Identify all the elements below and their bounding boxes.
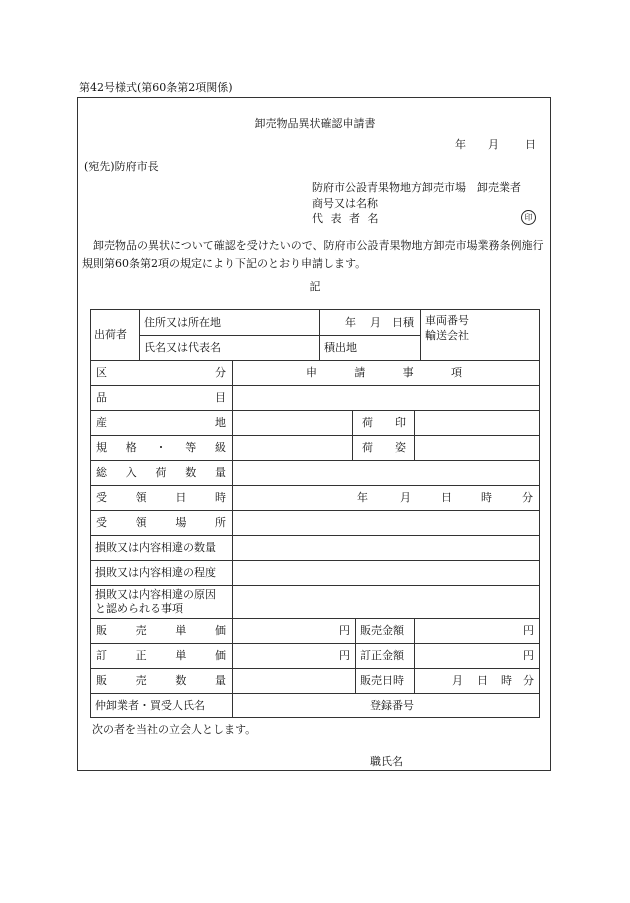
corr-unit-price-yen: 円 [339, 649, 350, 662]
witness-text: 次の者を当社の立会人とします。 [92, 723, 257, 736]
origin-label: 産地 [96, 416, 226, 429]
broker-label: 仲卸業者・買受人氏名 [95, 699, 205, 712]
item-label: 品目 [96, 391, 226, 404]
sale-qty-label: 販売数量 [96, 674, 226, 687]
applicant-rep-label: 代 表 者 名 [312, 212, 381, 225]
applicant-market: 防府市公設青果物地方卸売市場 卸売業者 [312, 181, 521, 194]
sale-unit-price-label: 販売単価 [96, 624, 226, 637]
recv-dt-minute: 分 [522, 491, 533, 504]
damage-cause-label-2: と認められる事項 [95, 602, 183, 615]
sale-amount-yen: 円 [523, 624, 534, 637]
recv-dt-hour: 時 [481, 491, 492, 504]
recv-datetime-label: 受領日時 [96, 491, 226, 504]
sale-dt-minute: 分 [523, 674, 534, 687]
recv-dt-month: 月 [400, 491, 411, 504]
name-label: 氏名又は代表名 [144, 341, 221, 354]
damage-qty-label: 損敗又は内容相違の数量 [95, 541, 216, 554]
load-date-year: 年 [345, 316, 356, 329]
corr-unit-price-label: 訂正単価 [96, 649, 226, 662]
damage-cause-label-1: 損敗又は内容相違の原因 [95, 588, 216, 601]
date-year: 年 [455, 138, 466, 151]
kubun-label: 区分 [96, 366, 226, 379]
load-date-day: 日積 [392, 316, 414, 329]
shipper-label: 出荷者 [94, 328, 127, 341]
transport-co-label: 輸送会社 [425, 329, 469, 342]
corr-amount-yen: 円 [523, 649, 534, 662]
reg-no-label: 登録番号 [370, 699, 414, 712]
addressee: (宛先)防府市長 [84, 160, 159, 173]
seal-icon: 印 [521, 210, 536, 225]
damage-degree-label: 損敗又は内容相違の程度 [95, 566, 216, 579]
address-label: 住所又は所在地 [144, 316, 221, 329]
date-day: 日 [525, 138, 536, 151]
recv-dt-year: 年 [357, 491, 368, 504]
packing-label: 荷姿 [362, 441, 406, 454]
sale-dt-hour: 時 [501, 674, 512, 687]
form-number: 第42号様式(第60条第2項関係) [79, 81, 233, 94]
mark-label: 荷印 [362, 416, 406, 429]
form-title: 卸売物品異状確認申請書 [254, 117, 376, 130]
application-text [82, 237, 548, 273]
recv-dt-day: 日 [441, 491, 452, 504]
recv-place-label: 受領場所 [96, 516, 226, 529]
sale-datetime-label: 販売日時 [360, 674, 404, 687]
sale-dt-day: 日 [477, 674, 488, 687]
loading-place-label: 積出地 [324, 341, 357, 354]
application-text-content: 卸売物品の異状について確認を受けたいので、防府市公設青果物地方卸売市場業務条例施行規則第60条第2項の規定により下記のとおり申請します。 [82, 239, 544, 270]
vehicle-no-label: 車両番号 [425, 314, 469, 327]
date-month: 月 [488, 138, 499, 151]
load-date-month: 月 [370, 316, 381, 329]
witness-title: 職氏名 [370, 755, 403, 768]
grade-label: 規格・等級 [96, 441, 226, 454]
shinsei-jiko-header: 申請事項 [306, 366, 462, 379]
sale-dt-month: 月 [452, 674, 463, 687]
corr-amount-label: 訂正金額 [360, 649, 404, 662]
sale-unit-price-yen: 円 [339, 624, 350, 637]
ki-heading: 記 [309, 280, 321, 293]
applicant-name-label: 商号又は名称 [312, 197, 378, 210]
sale-amount-label: 販売金額 [360, 624, 404, 637]
total-qty-label: 総入荷数量 [96, 466, 226, 479]
